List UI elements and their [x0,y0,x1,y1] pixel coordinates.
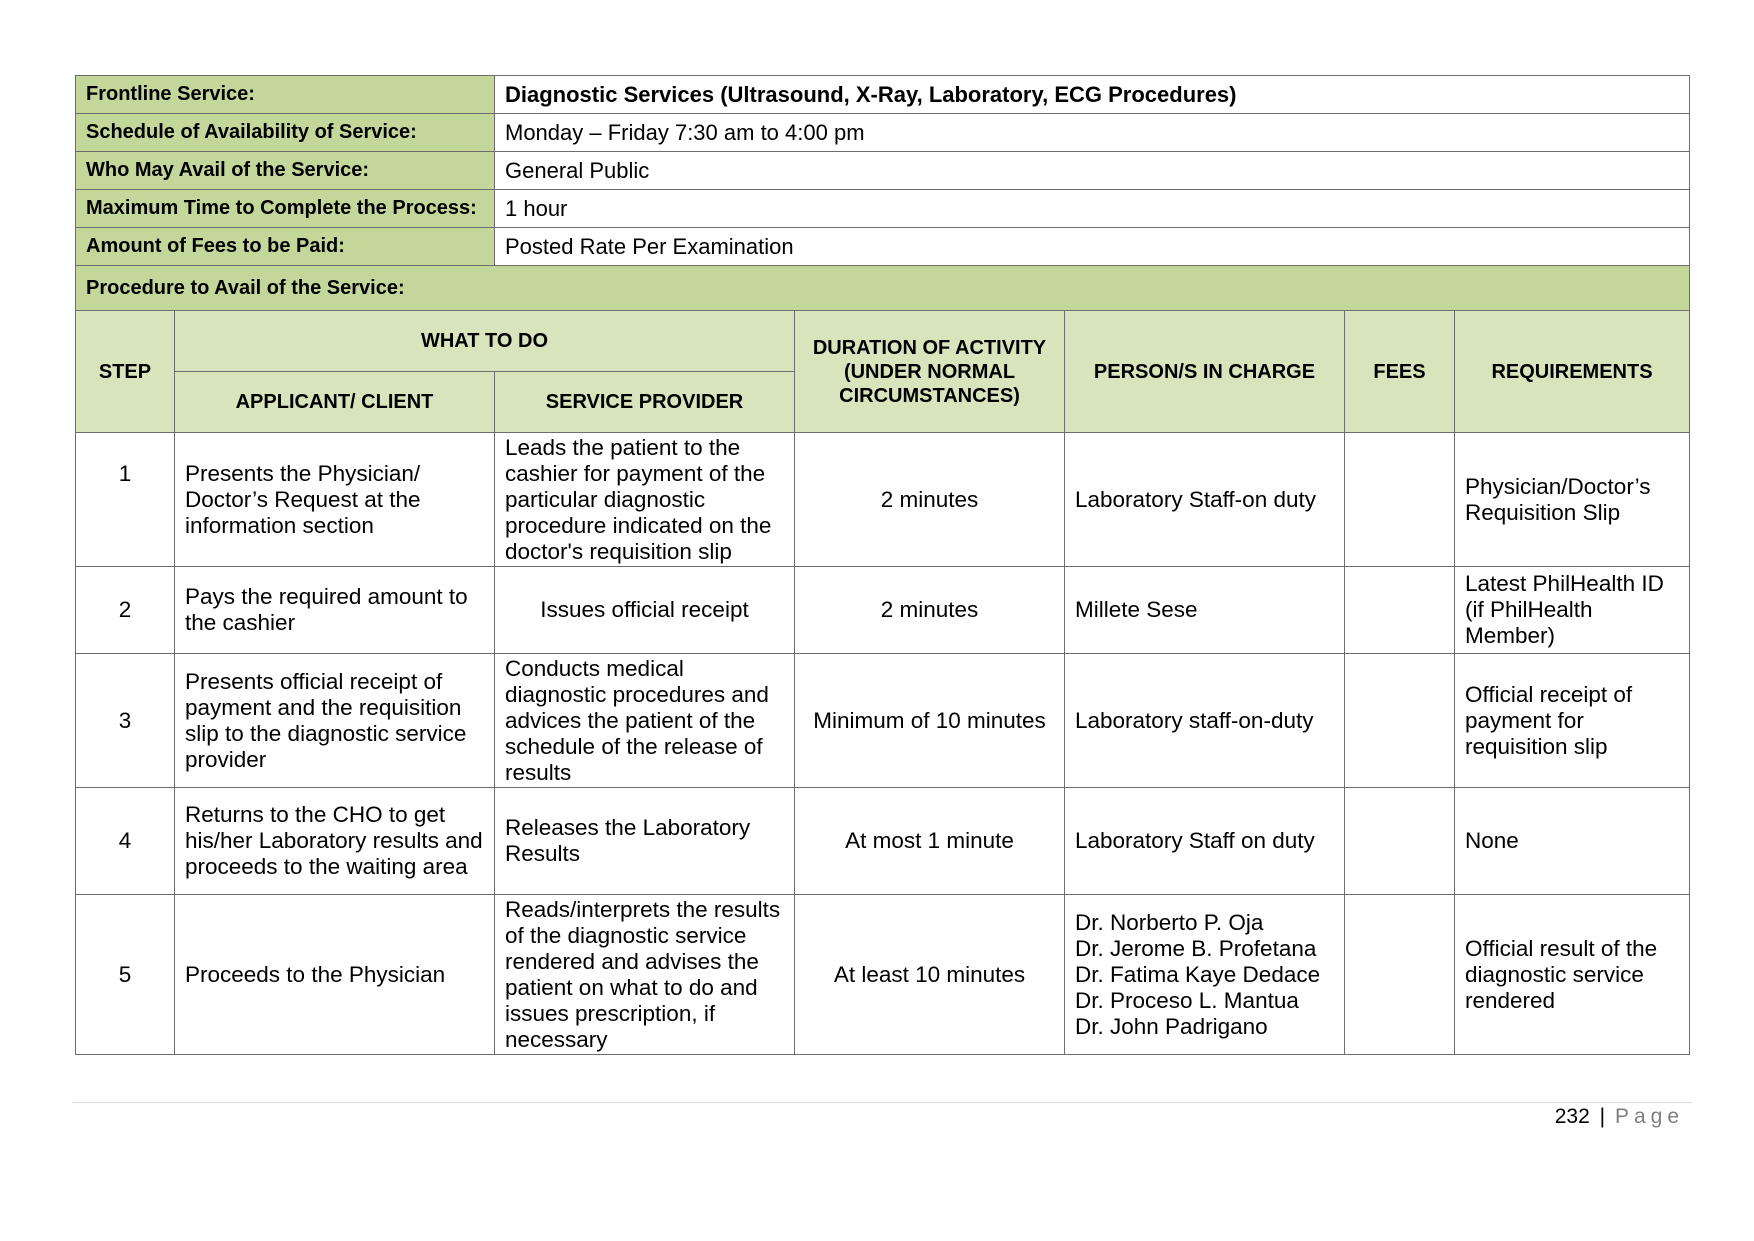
header-fees: FEES [1345,311,1455,433]
table-row [76,567,1690,654]
procedure-title-row [76,266,1690,311]
page-word: Page [1614,1105,1684,1128]
header-what-to-do: WHAT TO DO [175,311,795,372]
physician-name: Dr. Proceso L. Mantua [1075,987,1299,1013]
footer-divider [72,1102,1692,1103]
header-row-top [76,311,1690,372]
info-row-schedule [76,114,1690,152]
header-requirements: REQUIREMENTS [1455,311,1690,433]
table-row [76,433,1690,567]
page-separator: | [1599,1105,1606,1128]
info-row-fees [76,228,1690,266]
fees [1345,788,1455,895]
info-label: Schedule of Availability of Service: [76,114,495,152]
info-label: Maximum Time to Complete the Process: [76,190,495,228]
provider-action: Reads/interprets the results of the diagnostic service rendered and advises the patient on what to do and issues prescription, if necessary [495,895,795,1055]
physician-name: Dr. Norberto P. Oja [1075,909,1264,935]
provider-action: Releases the Laboratory Results [495,788,795,895]
header-applicant: APPLICANT/ CLIENT [175,372,495,433]
physician-name: Dr. Jerome B. Profetana [1075,935,1317,961]
page-number: 232 [1554,1105,1590,1128]
person-in-charge: Laboratory Staff on duty [1065,788,1345,895]
header-persons: PERSON/S IN CHARGE [1065,311,1345,433]
header-duration: DURATION OF ACTIVITY (UNDER NORMAL CIRCUMSTANCES) [795,311,1065,433]
info-value: 1 hour [495,190,1690,228]
header-step: STEP [76,311,175,433]
fees [1345,895,1455,1055]
info-label: Frontline Service: [76,76,495,114]
info-label: Who May Avail of the Service: [76,152,495,190]
person-in-charge: Laboratory staff-on-duty [1065,654,1345,788]
page-footer [1555,1105,1684,1129]
step-number: 5 [76,895,175,1055]
applicant-action: Returns to the CHO to get his/her Laboratory results and proceeds to the waiting area [175,788,495,895]
fees [1345,433,1455,567]
applicant-action: Presents the Physician/ Doctor’s Request at the information section [175,433,495,567]
step-number: 3 [76,654,175,788]
physician-name: Dr. John Padrigano [1075,1013,1268,1039]
applicant-action: Presents official receipt of payment and the requisition slip to the diagnostic service provider [175,654,495,788]
table-row [76,895,1690,1055]
person-in-charge: Millete Sese [1065,567,1345,654]
applicant-action: Pays the required amount to the cashier [175,567,495,654]
physician-name: Dr. Fatima Kaye Dedace [1075,961,1321,987]
step-number: 1 [76,433,175,567]
duration: At least 10 minutes [795,895,1065,1055]
table-row [76,654,1690,788]
duration: 2 minutes [795,567,1065,654]
info-row-frontline [76,76,1690,114]
info-row-who-may-avail [76,152,1690,190]
table-row [76,788,1690,895]
requirements: Latest PhilHealth ID (if PhilHealth Member) [1455,567,1690,654]
requirements: None [1455,788,1690,895]
requirements: Official result of the diagnostic service rendered [1455,895,1690,1055]
info-label: Amount of Fees to be Paid: [76,228,495,266]
duration: 2 minutes [795,433,1065,567]
step-number: 4 [76,788,175,895]
provider-action: Conducts medical diagnostic procedures and advices the patient of the schedule of the release of results [495,654,795,788]
provider-action: Issues official receipt [495,567,795,654]
info-value: Diagnostic Services (Ultrasound, X-Ray, Laboratory, ECG Procedures) [495,76,1690,114]
info-value: General Public [495,152,1690,190]
applicant-action: Proceeds to the Physician [175,895,495,1055]
header-provider: SERVICE PROVIDER [495,372,795,433]
info-row-max-time [76,190,1690,228]
provider-action: Leads the patient to the cashier for payment of the particular diagnostic procedure indicated on the doctor's requisition slip [495,433,795,567]
person-in-charge-list [1065,895,1345,1055]
requirements: Official receipt of payment for requisition slip [1455,654,1690,788]
step-number: 2 [76,567,175,654]
info-value: Monday – Friday 7:30 am to 4:00 pm [495,114,1690,152]
info-value: Posted Rate Per Examination [495,228,1690,266]
requirements: Physician/Doctor’s Requisition Slip [1455,433,1690,567]
service-table [75,75,1690,1055]
procedure-title: Procedure to Avail of the Service: [76,266,1690,311]
person-in-charge: Laboratory Staff-on duty [1065,433,1345,567]
fees [1345,567,1455,654]
duration: At most 1 minute [795,788,1065,895]
citizen-charter-table [75,75,1689,1055]
duration: Minimum of 10 minutes [795,654,1065,788]
fees [1345,654,1455,788]
